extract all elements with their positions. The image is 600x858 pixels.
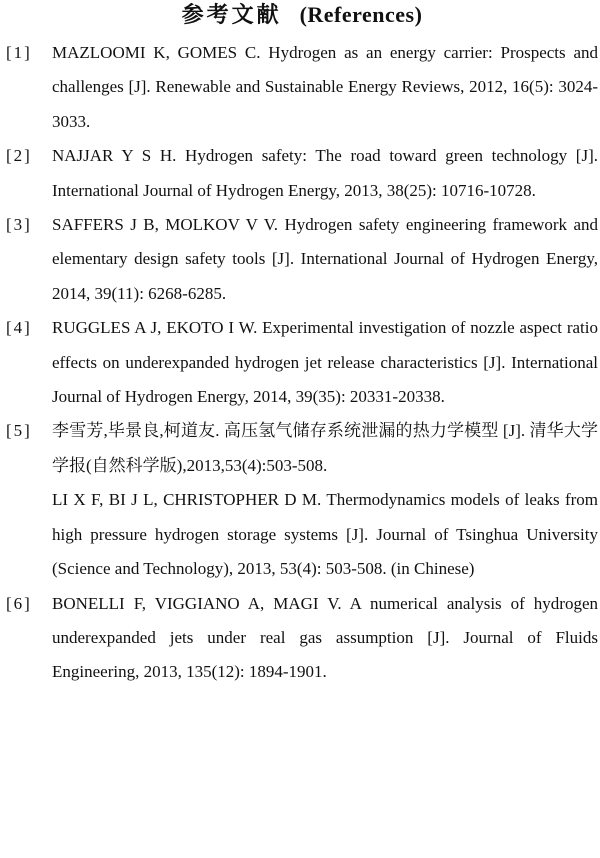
reference-number: [6] [6, 593, 32, 613]
reference-item-4 [6, 311, 598, 414]
reference-text: 李雪芳,毕景良,柯道友. 高压氢气储存系统泄漏的热力学模型 [J]. 清华大学学报(自然科学版),2013,53(4):503-508. [52, 421, 598, 475]
references-heading [6, 0, 598, 30]
reference-number: [5] [6, 421, 32, 441]
reference-number: [1] [6, 43, 32, 62]
reference-item-3 [6, 208, 598, 311]
reference-item-2 [6, 139, 598, 208]
reference-text: RUGGLES A J, EKOTO I W. Experimental investigation of nozzle aspect ratio effects on underexpanded hydrogen jet release characteristics [J]. International Journal of Hydrogen Energy, 2014, 39(35): 20331-20338. [52, 318, 598, 407]
heading-chinese: 参考文献 [181, 2, 282, 27]
reference-text: NAJJAR Y S H. Hydrogen safety: The road toward green technology [J]. International Journal of Hydrogen Energy, 2013, 38(25): 10716-10728. [52, 146, 598, 200]
reference-translation: LI X F, BI J L, CHRISTOPHER D M. Thermodynamics models of leaks from high pressure hydrogen storage systems [J]. Journal of Tsinghua University (Science and Technology), 2013, 53(4): 503-508. (in Chinese) [52, 490, 598, 579]
reference-number: [4] [6, 318, 32, 338]
reference-number: [3] [6, 215, 32, 235]
reference-text: MAZLOOMI K, GOMES C. Hydrogen as an energy carrier: Prospects and challenges [J]. Renewable and Sustainable Energy Reviews, 2012, 16(5): 3024-3033. [52, 43, 598, 131]
reference-text: BONELLI F, VIGGIANO A, MAGI V. A numerical analysis of hydrogen underexpanded jets under real gas assumption [J]. Journal of Fluids Engineering, 2013, 135(12): 1894-1901. [52, 593, 598, 682]
reference-number: [2] [6, 146, 32, 166]
reference-item-6 [6, 587, 598, 690]
reference-item-1 [6, 36, 598, 139]
reference-list [6, 36, 598, 690]
reference-text: SAFFERS J B, MOLKOV V V. Hydrogen safety engineering framework and elementary design safety tools [J]. International Journal of Hydrogen Energy, 2014, 39(11): 6268-6285. [52, 215, 598, 303]
heading-english: (References) [299, 2, 423, 27]
reference-item-5 [6, 414, 598, 586]
